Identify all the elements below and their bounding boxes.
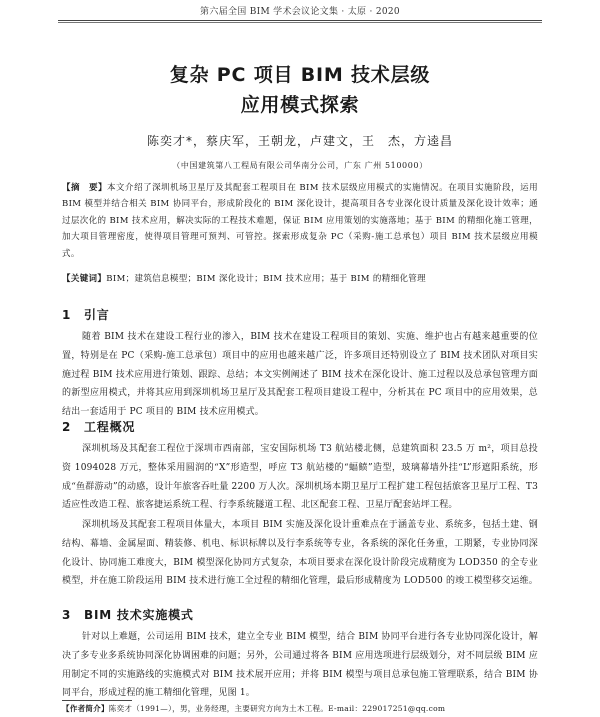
section-2-paragraph-1: 深圳机场及其配套工程位于深圳市西南部，宝安国际机场 T3 航站楼北侧，总建筑面积 23.5 万 m²，项目总投资 1094028 万元，整体采用圆润的“X”形造型，呼应 T3 航站楼的“蝠鲼”造型，玻璃幕墙外挂“L”形遮阳系统，形成“鱼群游动”的动感，设计年旅客吞吐量 2200 万人次。深圳机场本期卫星厅工程扩建工程包括旅客卫星厅工程、T3 适应性改造工程、旅客捷运系统工程、行李系统隧道工程、北区配套工程、卫星厅配套站坪工程。 [62,444,538,511]
section-3-paragraph-1: 针对以上难题，公司运用 BIM 技术，建立全专业 BIM 模型，结合 BIM 协同平台进行各专业协同深化设计，解决了多专业多系统协同深化协调困难的问题；另外，公司通过将各 BIM 应用选项进行层级划分，对不同层级 BIM 应用制定不同的实施路线的实施模式对 BIM 技术展开应用；并将 BIM 模型与项目总承包施工管理联系，结合 BIM 协同平台，形成过程的施工精细化管理，见图 1。 [62,632,538,699]
abstract-text: 本文介绍了深圳机场卫星厅及其配套工程项目在 BIM 技术层级应用模式的实施情况。在项目实施阶段，运用 BIM 模型并结合相关 BIM 协同平台，形成阶段化的 BIM 深化设计，提高项目各专业深化设计质量及深化设计效率；通过层次化的 BIM 技术应用，解决实际的工程技术难题，保证 BIM 应用策划的实施落地；基于 BIM 的精细化施工管理，加大项目管理密度，使得项目管理可预判、可管控。探索形成复杂 PC（采购-施工总承包）项目 BIM 技术层级应用模式。 [62,183,538,259]
keywords [62,272,538,286]
section-heading-1 [62,306,110,323]
running-header: 第六届全国 BIM 学术会议论文集 · 太原 · 2020 [200,7,400,17]
section-heading-2 [62,418,135,435]
section-number: 2 [62,420,72,434]
header-rule [58,20,542,21]
affiliation: （中国建筑第八工程局有限公司华南分公司，广东 广州 510000） [172,161,428,170]
section-number: 1 [62,308,72,322]
title-line-1: 复杂 PC 项目 BIM 技术层级 [169,64,431,86]
footnote-text: 陈奕才（1991—），男，业务经理，主要研究方向为土木工程。E-mail：229017251@qq.com [108,704,446,713]
section-2-paragraph-2: 深圳机场及其配套工程项目体量大，本项目 BIM 实施及深化设计重难点在于涵盖专业、系统多，包括土建、钢结构、幕墙、金属屋面、精装修、机电、标识标牌以及行李系统等专业，各系统的深化任务重，工期紧，专业协同深化设计、协同施工难度大，BIM 模型深化协同方式复杂，本项目要求在深化设计阶段完成精度为 LOD350 的全专业模型，并在施工阶段运用 BIM 技术进行施工全过程的精细化管理，最后形成精度为 LOD500 的竣工模型移交运维。 [62,520,538,587]
header-rule-thin [58,22,542,23]
footnote-label: 【作者简介】 [62,704,109,713]
keywords-label: 【关键词】 [62,274,107,284]
author-footnote [62,703,538,714]
abstract-label: 【摘 要】 [62,183,108,193]
abstract [62,180,538,262]
footnote-rule [62,700,132,701]
section-title: 工程概况 [84,420,136,434]
authors: 陈奕才*，蔡庆军，王朝龙，卢建文，王 杰，方逵昌 [146,134,453,148]
keywords-text: BIM；建筑信息模型；BIM 深化设计；BIM 技术应用；基于 BIM 的精细化管理 [106,274,427,284]
section-heading-3 [62,606,194,623]
section-title: 引言 [84,308,110,322]
section-1-paragraph-1: 随着 BIM 技术在建设工程行业的渗入，BIM 技术在建设工程项目的策划、实施、维护也占有越来越重要的位置，特别是在 PC（采购-施工总承包）项目中的应用也越来越广泛，许多项目还特别设立了 BIM 技术团队对项目实施过程 BIM 技术应用进行策划、跟踪、总结；本文实例阐述了 BIM 技术在深化设计、施工过程以及总承包管理方面的新型应用模式，并将其应用到深圳机场卫星厅及其配套工程项目建设工程中，分析其在 PC 项目中的应用效果，总结出一套适用于 PC 项目的 BIM 技术应用模式。 [62,332,538,418]
paper-title [0,60,600,120]
section-number: 3 [62,608,72,622]
title-line-2: 应用模式探索 [240,94,360,116]
section-title: BIM 技术实施模式 [84,608,194,622]
